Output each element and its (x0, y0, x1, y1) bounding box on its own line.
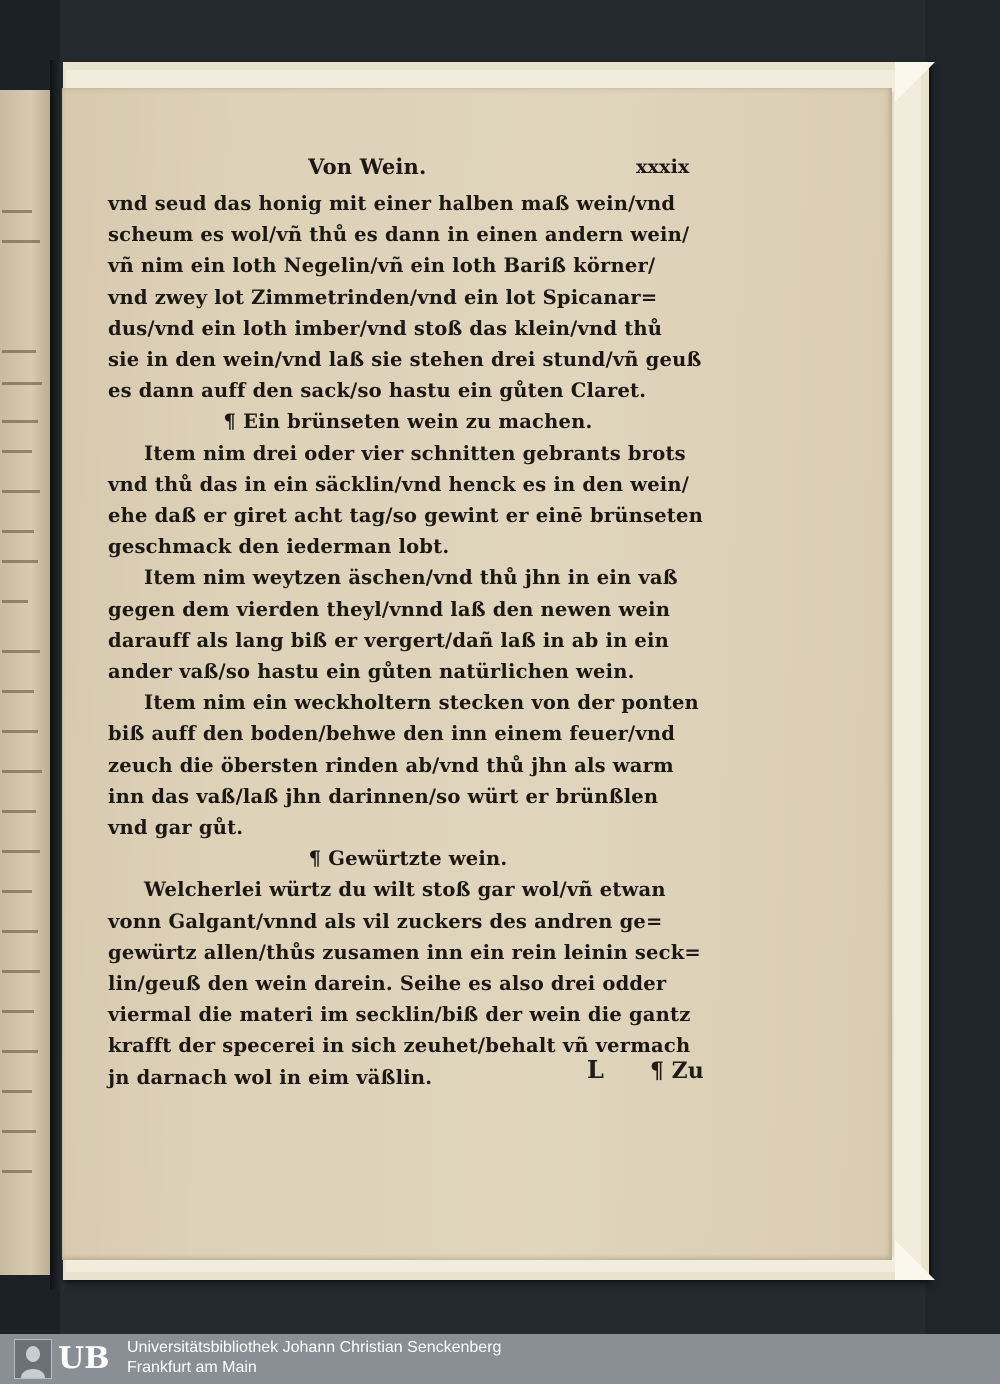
folio-number: xxxix (636, 156, 690, 178)
section-heading: ¶ Ein brünseten wein zu machen. (223, 410, 593, 434)
text-line: sie in den wein/vnd laß sie stehen drei stund/vñ geuß (108, 348, 702, 371)
logo-text: UB (58, 1341, 110, 1376)
text-line: biß auff den boden/behwe den inn einem feuer/vnd (108, 722, 676, 746)
catchword: ¶ Zu (650, 1058, 704, 1084)
adjacent-page-edge (0, 90, 52, 1275)
background-right (925, 0, 1000, 1334)
text-line: vnd seud das honig mit einer halben maß wein/vnd (108, 192, 676, 215)
footer-line-2: Frankfurt am Main (127, 1359, 257, 1376)
portrait-icon (14, 1339, 52, 1379)
text-line: lin/geuß den wein darein. Seihe es also drei odder (108, 972, 667, 995)
library-logo[interactable] (14, 1339, 114, 1379)
text-line: viermal die materi im secklin/biß der wein die gantz (108, 1003, 691, 1027)
text-line: vonn Galgant/vnnd als vil zuckers des andren ge= (108, 909, 663, 933)
text-line: vnd thů das in ein säcklin/vnd henck es in den wein/ (108, 472, 690, 496)
text-line: Item nim weytzen äschen/vnd thů jhn in ein vaß (144, 566, 678, 590)
text-line: krafft der specerei in sich zeuhet/behalt vñ vermach (108, 1034, 691, 1058)
text-line: Item nim ein weckholtern stecken von der ponten (144, 691, 699, 715)
text-line: dus/vnd ein loth imber/vnd stoß das klein/vnd thů (108, 316, 663, 340)
footer-bar (0, 1334, 1000, 1384)
text-line: es dann auff den sack/so hastu ein gůten Claret. (108, 379, 647, 403)
text-line: vñ nim ein loth Negelin/vñ ein loth Bariß körner/ (108, 254, 656, 278)
text-line: ehe daß er giret acht tag/so gewint er einē brünseten (108, 504, 703, 527)
text-line: ander vaß/so hastu ein gůten natürlichen wein. (108, 660, 635, 683)
text-line: Welcherlei würtz du wilt stoß gar wol/vñ etwan (144, 878, 666, 902)
text-line: jn darnach wol in eim väßlin. (108, 1065, 433, 1089)
running-head (108, 150, 708, 182)
running-head-title: Von Wein. (308, 154, 427, 179)
text-line: darauff als lang biß er vergert/dañ laß in ab in ein (108, 628, 670, 652)
text-line: scheum es wol/vñ thů es dann in einen andern wein/ (108, 223, 690, 247)
footer-caption (127, 1338, 501, 1378)
section-heading: ¶ Gewürtzte wein. (308, 847, 508, 871)
footer-line-1: Universitätsbibliothek Johann Christian Senckenberg (127, 1339, 502, 1356)
signature-mark: L (587, 1055, 604, 1084)
text-line: zeuch die öbersten rinden ab/vnd thů jhn als warm (108, 753, 674, 777)
text-line: vnd gar gůt. (108, 816, 244, 839)
text-line: gegen dem vierden theyl/vnnd laß den newen wein (108, 597, 671, 621)
text-line: geschmack den iederman lobt. (108, 535, 450, 559)
text-line: vnd zwey lot Zimmetrinden/vnd ein lot Spicanar= (108, 285, 658, 309)
text-line: Item nim drei oder vier schnitten gebrants brots (144, 441, 686, 465)
text-line: inn das vaß/laß jhn darinnen/so würt er brünßlen (108, 784, 659, 808)
text-line: gewürtz allen/thůs zusamen inn ein rein leinin seck= (108, 940, 701, 964)
